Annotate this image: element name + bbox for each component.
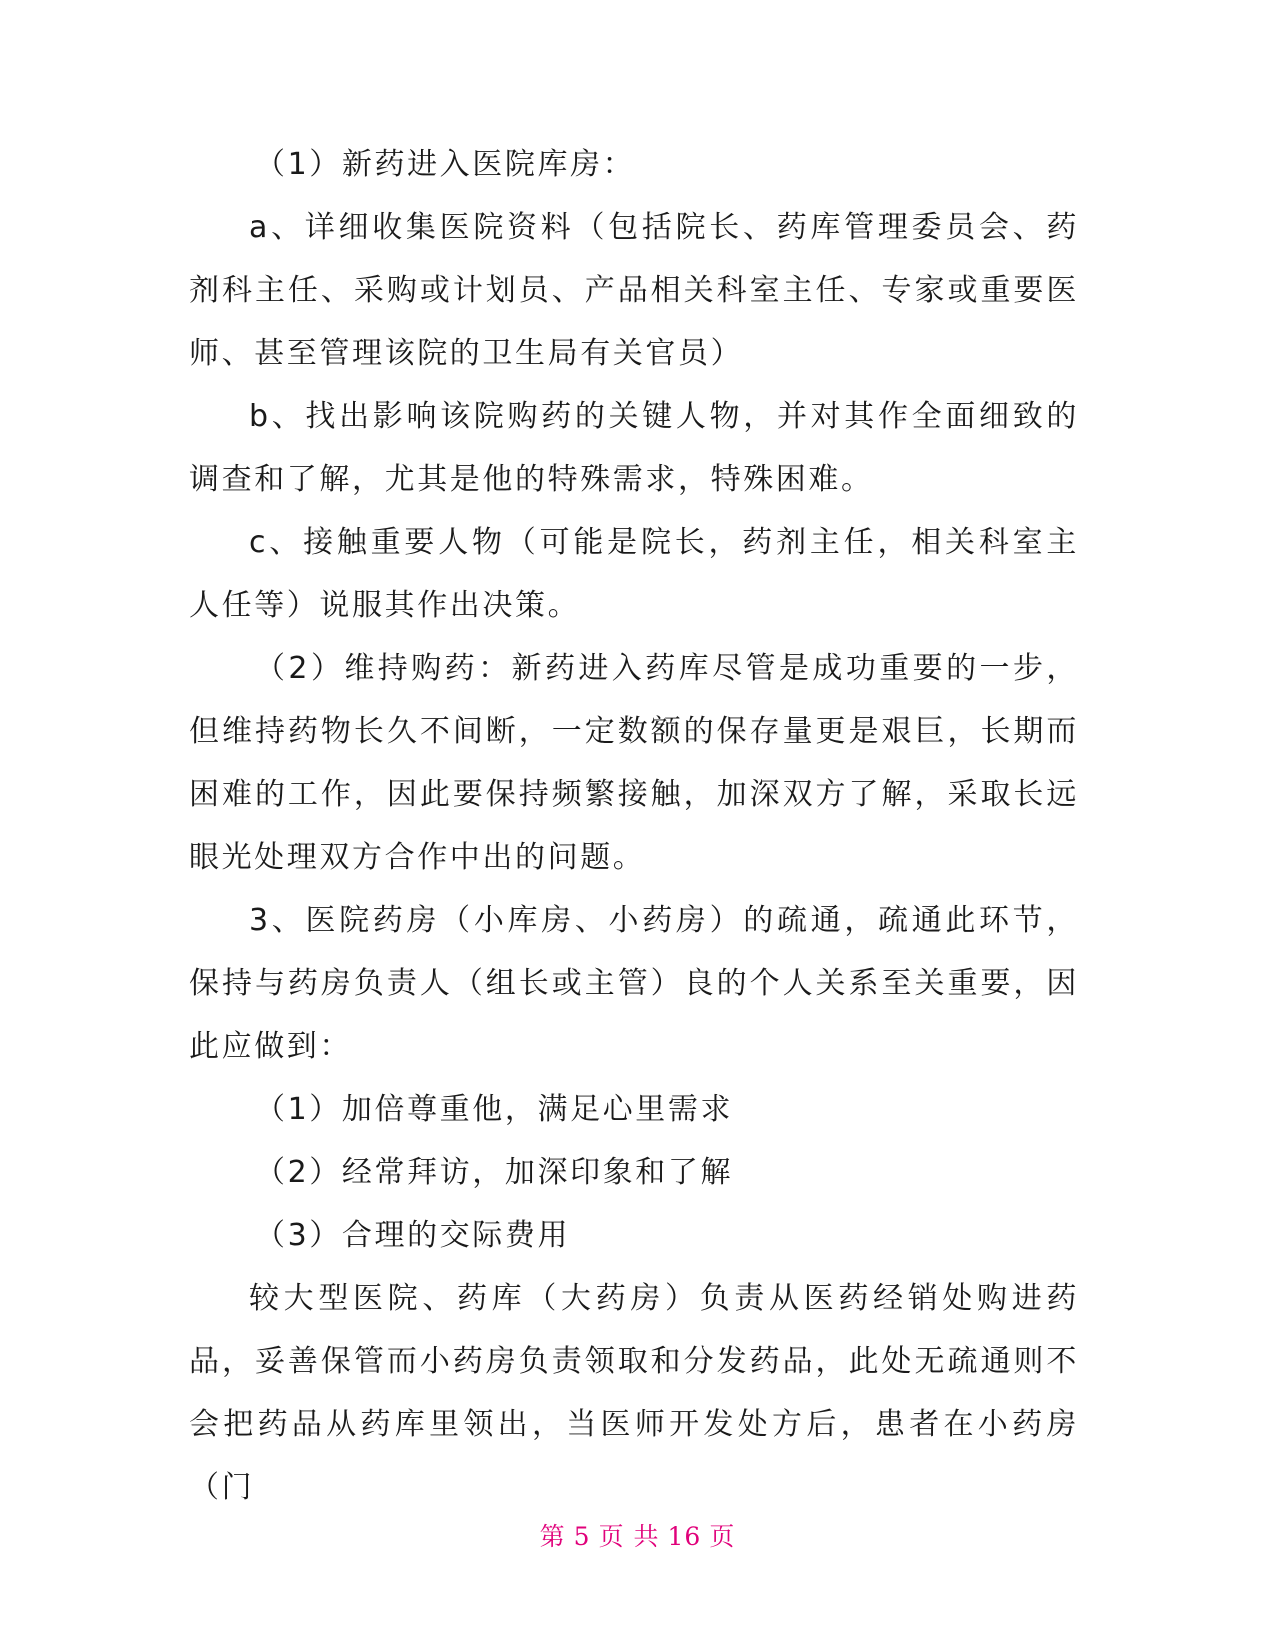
- footer-middle: 页 共: [598, 1522, 660, 1551]
- document-body: [189, 133, 1079, 1519]
- paragraph-new-drug-storage: （1）新药进入医院库房：: [255, 147, 636, 182]
- footer-suffix: 页: [709, 1522, 736, 1551]
- paragraph-pharmacy-clearance: 3、医院药房（小库房、小药房）的疏通，疏通此环节，保持与药房负责人（组长或主管）良的个人关系至关重要，因此应做到：: [189, 903, 1079, 1064]
- paragraph-item-c: c、接触重要人物（可能是院长，药剂主任，相关科室主人任等）说服其作出决策。: [189, 525, 1079, 623]
- paragraph-list-2: （2）经常拜访，加深印象和了解: [255, 1155, 734, 1190]
- footer-prefix: 第: [539, 1522, 566, 1551]
- paragraph-large-hospital: 较大型医院、药库（大药房）负责从医药经销处购进药品，妥善保管而小药房负责领取和分发药品，此处无疏通则不会把药品从药库里领出，当医师开发处方后，患者在小药房（门: [189, 1281, 1079, 1505]
- footer-total-pages: 16: [667, 1522, 702, 1551]
- footer-current-page: 5: [573, 1522, 591, 1551]
- paragraph-list-3: （3）合理的交际费用: [255, 1218, 571, 1253]
- paragraph-list-1: （1）加倍尊重他，满足心里需求: [255, 1092, 734, 1127]
- paragraph-item-a: a、详细收集医院资料（包括院长、药库管理委员会、药剂科主任、采购或计划员、产品相关科室主任、专家或重要医师、甚至管理该院的卫生局有关官员）: [189, 210, 1079, 371]
- page-footer: [0, 1517, 1275, 1553]
- paragraph-maintain-purchase: （2）维持购药：新药进入药库尽管是成功重要的一步，但维持药物长久不间断，一定数额的保存量更是艰巨，长期而困难的工作，因此要保持频繁接触，加深双方了解，采取长远眼光处理双方合作中出的问题。: [189, 651, 1079, 875]
- paragraph-item-b: b、找出影响该院购药的关键人物，并对其作全面细致的调查和了解，尤其是他的特殊需求，特殊困难。: [189, 399, 1079, 497]
